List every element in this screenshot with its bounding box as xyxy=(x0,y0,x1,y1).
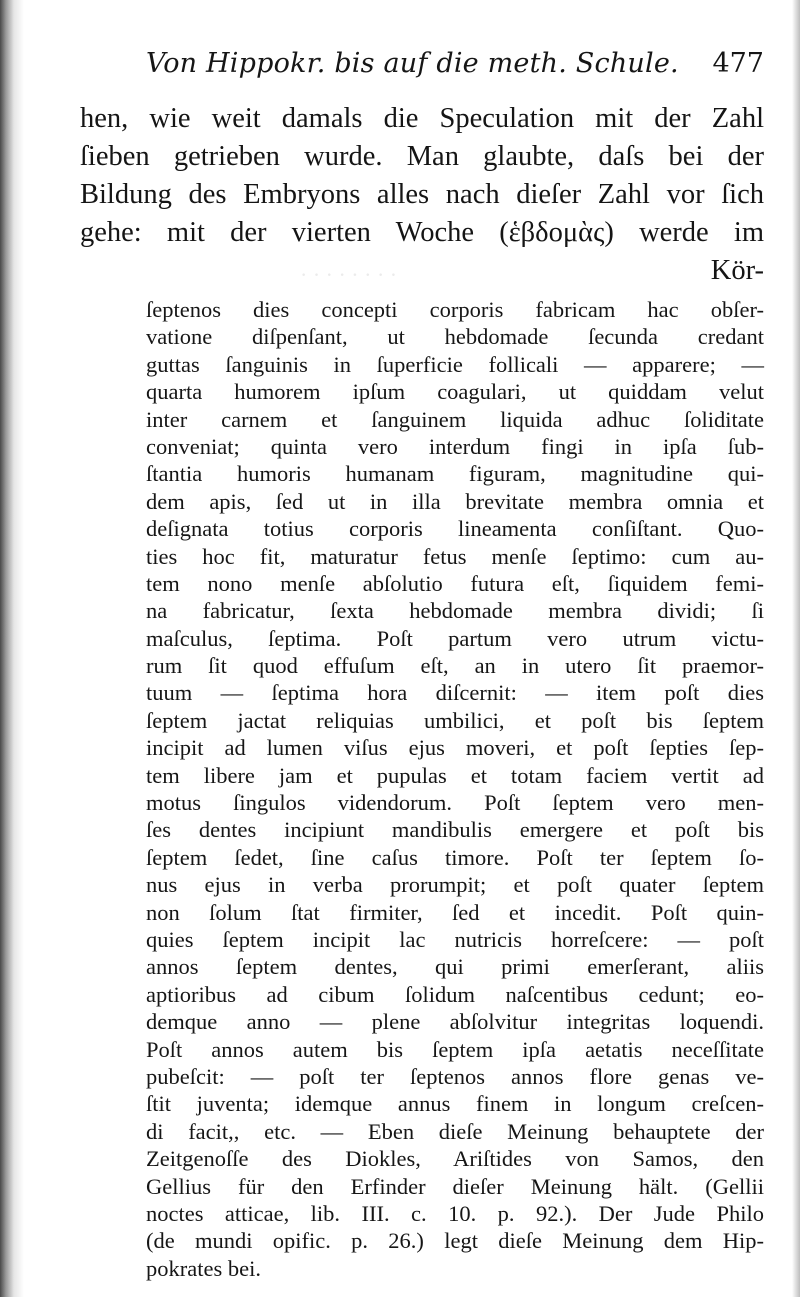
quote-line: incipit ad lumen viſus ejus moveri, et poſt ſepties ſep- xyxy=(146,735,764,761)
quote-line: quies ſeptem incipit lac nutricis horreſcere: — poſt xyxy=(146,926,764,952)
quote-line: noctes atticae, lib. III. c. 10. p. 92.). Der Jude Philo xyxy=(146,1200,764,1226)
quote-line: ſtantia humoris humanam figuram, magnitudine qui- xyxy=(146,461,764,487)
quote-line: di facit,, etc. — Eben dieſe Meinung behauptete der xyxy=(146,1118,764,1144)
quote-line: tem libere jam et pupulas et totam faciem vertit ad xyxy=(146,762,764,788)
quote-line: quarta humorem ipſum coagulari, ut quiddam velut xyxy=(146,379,764,405)
quote-line: rum ſit quod effuſum eſt, an in utero ſit praemor- xyxy=(146,653,764,679)
quote-line: demque anno — plene abſolvitur integritas loquendi. xyxy=(146,1009,764,1035)
quote-line: pubeſcit: — poſt ter ſeptenos annos flore genas ve- xyxy=(146,1063,764,1089)
quote-line: ſeptem jactat reliquias umbilici, et poſt bis ſeptem xyxy=(146,707,764,733)
quote-line: ſtit juventa; idemque annus finem in longum creſcen- xyxy=(146,1091,764,1117)
main-text-top xyxy=(80,100,764,290)
quote-line: deſignata totius corporis lineamenta conſiſtant. Quo- xyxy=(146,516,764,542)
scan-right-edge-shadow xyxy=(792,0,800,1297)
running-header-title: Von Hippokr. bis auf die meth. Schule. xyxy=(146,48,679,79)
quote-line: vatione diſpenſant, ut hebdomade ſecunda credant xyxy=(146,324,764,350)
text-line: gehe: mit der vierten Woche (ἑβδομὰς) werde im xyxy=(80,217,764,248)
quote-line: ſeptem ſedet, ſine caſus timore. Poſt ter ſeptem ſo- xyxy=(146,844,764,870)
footnote-quotation xyxy=(146,296,764,1282)
quote-line: ſeptenos dies concepti corporis fabricam hac obſer- xyxy=(146,297,764,322)
running-header xyxy=(146,44,764,92)
quote-line: annos ſeptem dentes, qui primi emerſerant, aliis xyxy=(146,954,764,980)
page-number: 477 xyxy=(712,48,764,79)
quote-line: Gellius für den Erfinder dieſer Meinung hält. (Gellii xyxy=(146,1173,764,1199)
quote-line: Poſt annos autem bis ſeptem ipſa aetatis neceſſitate xyxy=(146,1036,764,1062)
quote-line: aptioribus ad cibum ſolidum naſcentibus cedunt; eo- xyxy=(146,981,764,1007)
text-line: hen, wie weit damals die Speculation mit der Zahl xyxy=(80,103,764,134)
quote-line: inter carnem et ſanguinem liquida adhuc ſoliditate xyxy=(146,406,764,432)
quote-line: ties hoc fit, maturatur fetus menſe ſeptimo: cum au- xyxy=(146,543,764,569)
scan-left-edge-shadow xyxy=(0,0,24,1297)
quote-line: (de mundi opific. p. 26.) legt dieſe Meinung dem Hip- xyxy=(146,1228,764,1254)
quote-line: non ſolum ſtat firmiter, ſed et incedit. Poſt quin- xyxy=(146,899,764,925)
quote-line: pokrates bei. xyxy=(146,1255,261,1281)
quote-line: conveniat; quinta vero interdum fingi in ipſa ſub- xyxy=(146,433,764,459)
quote-line: tuum — ſeptima hora diſcernit: — item poſt dies xyxy=(146,680,764,706)
text-line: ſieben getrieben wurde. Man glaubte, daſs bei der xyxy=(80,141,764,172)
quote-line: tem nono menſe abſolutio futura eſt, ſiquidem femi- xyxy=(146,570,764,596)
quote-line: nus ejus in verba prorumpit; et poſt quater ſeptem xyxy=(146,872,764,898)
quote-line: dem apis, ſed ut in illa brevitate membra omnia et xyxy=(146,488,764,514)
bleed-through-text: · · · · · · · · xyxy=(300,262,398,287)
text-line: Bildung des Embryons alles nach dieſer Zahl vor ſich xyxy=(80,179,764,210)
catchword: Kör- xyxy=(710,255,764,286)
quote-line: maſculus, ſeptima. Poſt partum vero utrum victu- xyxy=(146,625,764,651)
quote-line: motus ſingulos videndorum. Poſt ſeptem vero men- xyxy=(146,790,764,816)
quote-line: guttas ſanguinis in ſuperficie follicali — apparere; — xyxy=(146,351,764,377)
quote-line: Zeitgenoſſe des Diokles, Ariſtides von Samos, den xyxy=(146,1146,764,1172)
quote-line: ſes dentes incipiunt mandibulis emergere et poſt bis xyxy=(146,817,764,843)
quote-line: na fabricatur, ſexta hebdomade membra dividi; ſi xyxy=(146,598,764,624)
